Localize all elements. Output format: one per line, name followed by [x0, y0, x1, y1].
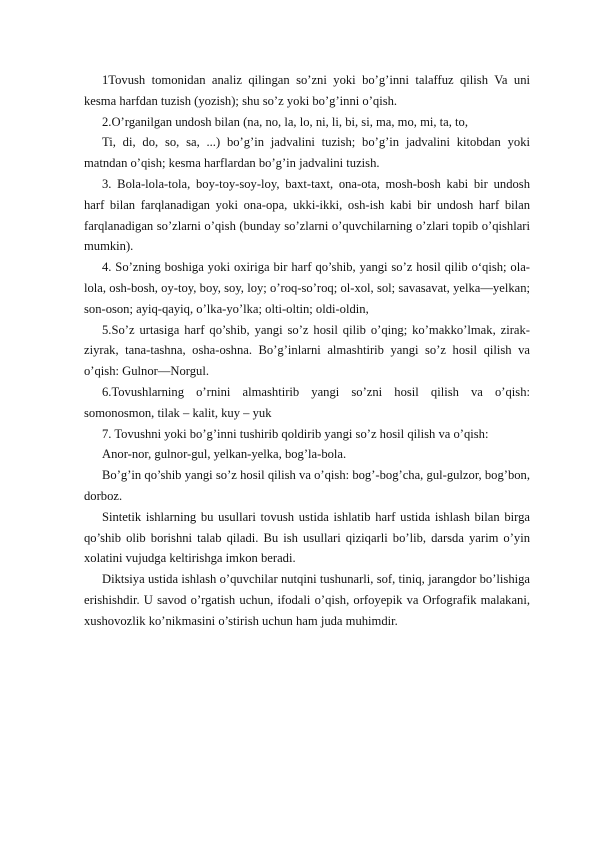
paragraph-7: 6.Tovushlarning o’rnini almashtirib yangi so’zni hosil qilish va o’qish: somonosmon, tilak – kalit, kuy – yuk — [84, 384, 530, 420]
paragraph-4: 3. Bola-lola-tola, boy-toy-soy-loy, baxt-taxt, ona-ota, mosh-bosh kabi bir undosh harf bilan farqlanadigan yoki ona-opa, ukki-ikki, osh-ish kabi bir undosh harf bilan farqlanadigan so’zlarni o’qish (bunday so’zlarni o’quvchilarning o’zlari topib o’qishlari mumkin). — [84, 176, 530, 254]
paragraph-12: Diktsiya ustida ishlash o’quvchilar nutqini tushunarli, sof, tiniq, jarangdor bo’lishiga erishishdir. U savod o’rgatish uchun, ifodali o’qish, orfoyepik va Orfografik malakani, xushovozlik ko’nikmasini o’stirish uchun ham juda muhimdir. — [84, 572, 530, 628]
paragraph-5: 4. So’zning boshiga yoki oxiriga bir harf qo’shib, yangi so’z hosil qilib o‘qish; ola-lola, osh-bosh, oy-toy, boy, soy, loy; o’roq-so’roq; ol-xol, sol; savasavat, yelka—yelkan; son-oson; ayiq-qayiq, o’lka-yo’lka; olti-oltin; oldi-oldin, — [84, 260, 530, 316]
paragraph-1: 1Tovush tomonidan analiz qilingan so’zni yoki bo’g’inni talaffuz qilish Va uni kesma harfdan tuzish (yozish); shu so’z yoki bo’g’inni o’qish. — [84, 73, 530, 108]
paragraph-11: Sintetik ishlarning bu usullari tovush ustida ishlatib harf ustida ishlash bilan birga qo’shib olib borishni talab qiladi. Bu ish usullari qiziqarli bo’lib, darsda yarim o’yin xolatini vujudga keltirishga imkon beradi. — [84, 509, 530, 566]
document-page — [84, 70, 530, 632]
paragraph-3: Ti, di, do, so, sa, ...) bo’g’in jadvalini tuzish; bo’g’in jadvalini kitobdan yoki matndan o’qish; kesma harflardan bo’g’in jadvalini tuzish. — [84, 135, 530, 171]
paragraph-10: Bo’g’in qo’shib yangi so’z hosil qilish va o’qish: bog’-bog’cha, gul-gulzor, bog’bon, dorboz. — [84, 468, 530, 503]
paragraph-9: Anor-nor, gulnor-gul, yelkan-yelka, bog’la-bola. — [102, 447, 347, 462]
paragraph-8: 7. Tovushni yoki bo’g’inni tushirib qoldirib yangi so’z hosil qilish va o’qish: — [102, 426, 489, 441]
paragraph-2: 2.O’rganilgan undosh bilan (na, no, la, lo, ni, li, bi, si, ma, mo, mi, ta, to, — [102, 114, 468, 129]
paragraph-6: 5.So’z urtasiga harf qo’shib, yangi so’z hosil qilib o’qing; ko’makko’lmak, zirak-ziyrak, tana-tashna, osha-oshna. Bo’g’inlarni almashtirib yangi so’z hosil qilish va o’qish: Gulnor—Norgul. — [84, 322, 530, 379]
